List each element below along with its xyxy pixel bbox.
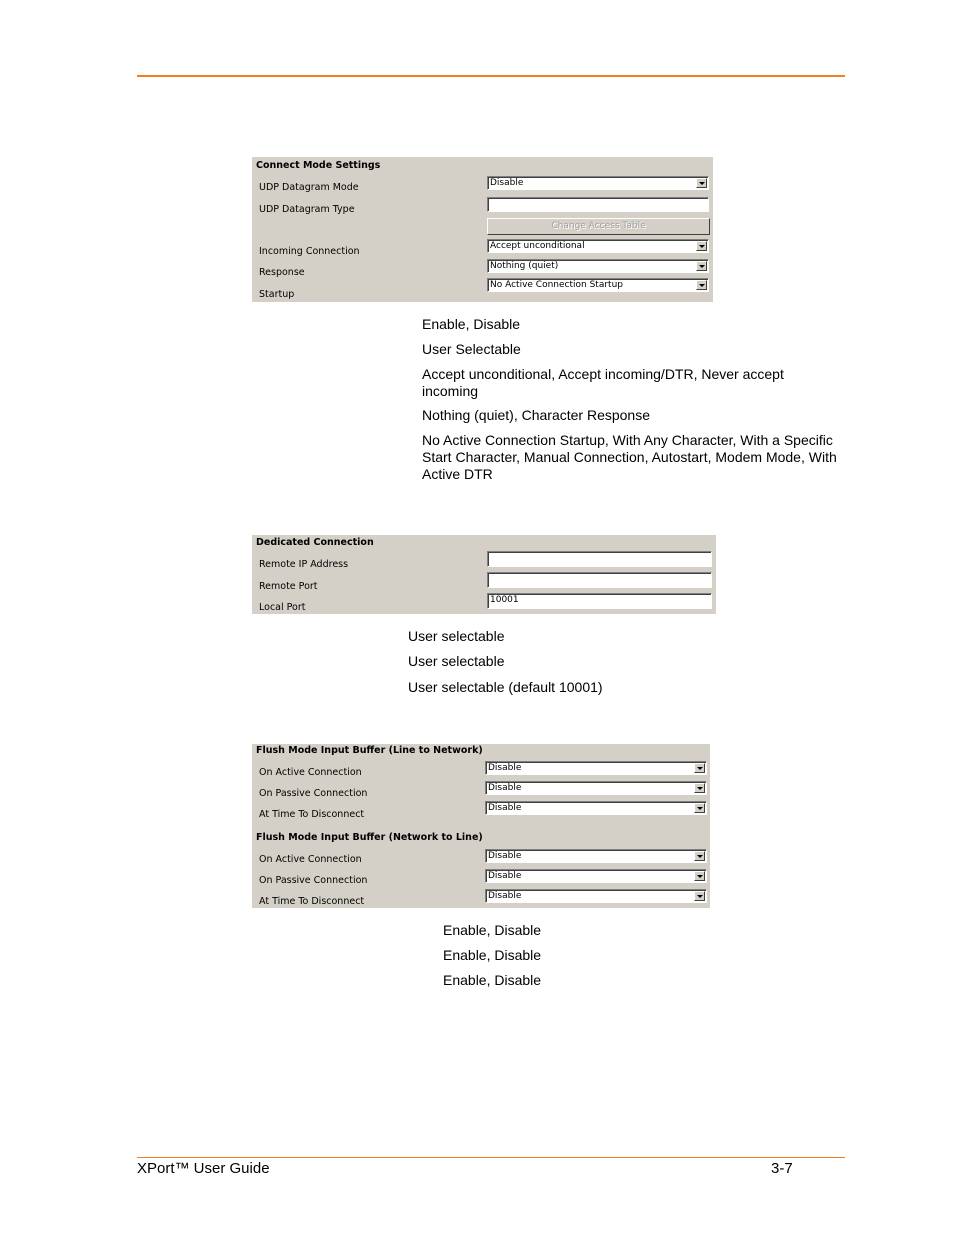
flush-nl-passive-select[interactable]: Disable (485, 869, 707, 883)
flush-nl-disconnect-select[interactable]: Disable (485, 889, 707, 903)
desc-startup: No Active Connection Startup, With Any Character, With a Specific Start Character, Manual Connection, Autostart, Modem Mode, With Active DTR (422, 432, 837, 482)
chevron-down-icon[interactable] (696, 280, 707, 290)
response-label: Response (259, 267, 305, 278)
local-port-label: Local Port (259, 602, 306, 613)
remote-ip-input[interactable] (487, 551, 712, 567)
desc-remote-port: User selectable (408, 653, 505, 669)
panel-header: Dedicated Connection (256, 537, 374, 548)
chevron-down-icon[interactable] (694, 763, 705, 773)
flush-nl-disconnect-label: At Time To Disconnect (259, 896, 365, 907)
desc-remote-ip: User selectable (408, 628, 505, 644)
response-select[interactable]: Nothing (quiet) (487, 259, 709, 273)
desc-udp-datagram-mode: Enable, Disable (422, 316, 521, 332)
local-port-input[interactable]: 10001 (487, 593, 712, 609)
udp-datagram-mode-select[interactable]: Disable (487, 176, 709, 190)
chevron-down-icon[interactable] (694, 783, 705, 793)
flush-line-to-network-header: Flush Mode Input Buffer (Line to Network) (256, 745, 483, 756)
chevron-down-icon[interactable] (694, 851, 705, 861)
desc-flush-disconnect: Enable, Disable (443, 972, 542, 988)
remote-port-input[interactable] (487, 572, 712, 588)
incoming-connection-select[interactable]: Accept unconditional (487, 239, 709, 253)
chevron-down-icon[interactable] (696, 178, 707, 188)
flush-nl-active-select[interactable]: Disable (485, 849, 707, 863)
udp-datagram-mode-label: UDP Datagram Mode (259, 182, 359, 193)
chevron-down-icon[interactable] (694, 871, 705, 881)
page-number: 3-7 (771, 1160, 793, 1177)
remote-port-label: Remote Port (259, 581, 318, 592)
flush-nl-active-label: On Active Connection (259, 854, 362, 865)
flush-network-to-line-header: Flush Mode Input Buffer (Network to Line) (256, 832, 483, 843)
chevron-down-icon[interactable] (694, 891, 705, 901)
incoming-connection-label: Incoming Connection (259, 246, 360, 257)
footer-rule (137, 1157, 845, 1158)
panel-header: Connect Mode Settings (256, 160, 381, 171)
flush-ln-active-select[interactable]: Disable (485, 761, 707, 775)
udp-datagram-type-label: UDP Datagram Type (259, 204, 355, 215)
flush-ln-disconnect-label: At Time To Disconnect (259, 809, 365, 820)
dedicated-connection-panel (252, 535, 716, 614)
connect-mode-panel (252, 157, 713, 302)
chevron-down-icon[interactable] (696, 241, 707, 251)
remote-ip-label: Remote IP Address (259, 559, 349, 570)
chevron-down-icon[interactable] (696, 261, 707, 271)
chevron-down-icon[interactable] (694, 803, 705, 813)
flush-ln-active-label: On Active Connection (259, 767, 362, 778)
desc-incoming-connection: Accept unconditional, Accept incoming/DTR, Never accept incoming (422, 366, 784, 399)
desc-flush-active: Enable, Disable (443, 922, 542, 938)
startup-label: Startup (259, 289, 295, 300)
startup-select[interactable]: No Active Connection Startup (487, 278, 709, 292)
desc-local-port: User selectable (default 10001) (408, 679, 603, 695)
desc-flush-passive: Enable, Disable (443, 947, 542, 963)
flush-nl-passive-label: On Passive Connection (259, 875, 368, 886)
udp-datagram-type-input[interactable] (487, 197, 709, 212)
change-access-table-button[interactable]: Change Access Table (487, 218, 710, 235)
desc-response: Nothing (quiet), Character Response (422, 407, 651, 423)
flush-ln-passive-select[interactable]: Disable (485, 781, 707, 795)
footer-title: XPort™ User Guide (137, 1160, 270, 1177)
header-rule (137, 75, 845, 77)
desc-udp-datagram-type: User Selectable (422, 341, 521, 357)
flush-ln-passive-label: On Passive Connection (259, 788, 368, 799)
flush-mode-panel (252, 744, 710, 908)
flush-ln-disconnect-select[interactable]: Disable (485, 801, 707, 815)
